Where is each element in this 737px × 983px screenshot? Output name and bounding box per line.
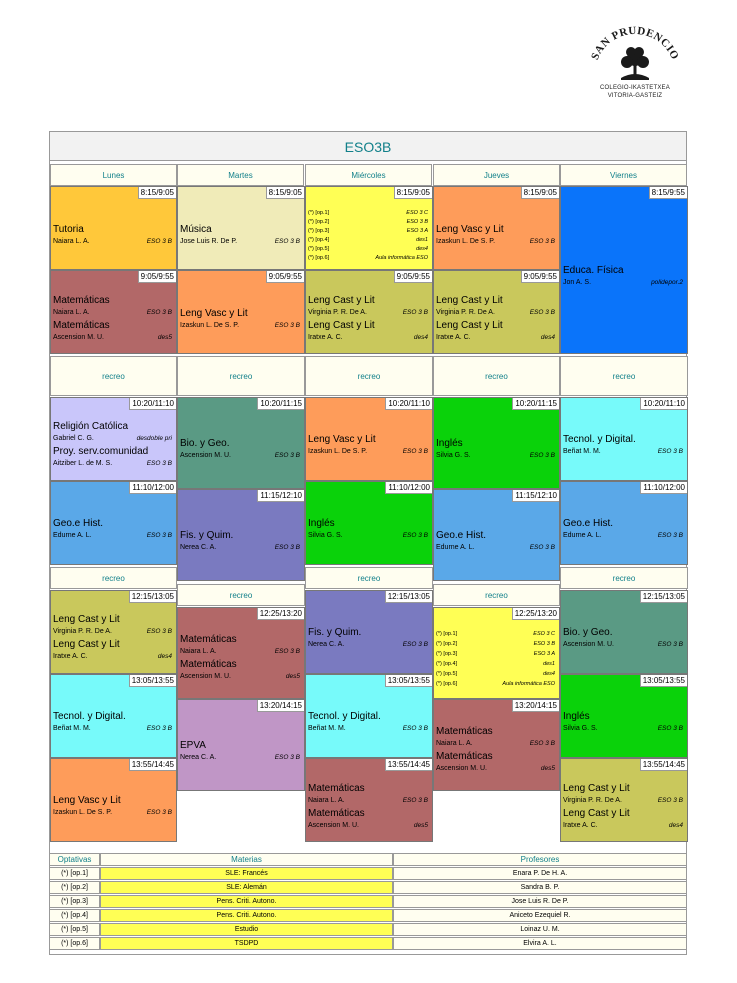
- slot-time: 9:05/9:55: [266, 271, 304, 283]
- slot-time: 8:15/9:05: [521, 187, 559, 199]
- table-row: [49, 937, 687, 950]
- table-row: [49, 867, 687, 880]
- option-group: Aula informática ESO: [375, 255, 428, 261]
- lunes-slot-2[interactable]: [50, 270, 177, 354]
- group-name: des5: [413, 822, 428, 829]
- subject-name: Matemáticas: [308, 783, 365, 794]
- subject-name: Geo.e Hist.: [563, 518, 614, 529]
- slot-time: 13:55/14:45: [640, 759, 687, 771]
- profesor-name: Elvira A. L.: [393, 937, 687, 950]
- subject-name: Matemáticas: [53, 320, 110, 331]
- subject-name: Música: [180, 224, 212, 235]
- viernes-slot-1[interactable]: [560, 186, 688, 354]
- miercoles-slot-2[interactable]: [305, 270, 433, 354]
- slot-time: 10:20/11:10: [640, 398, 687, 410]
- option-group: des4: [416, 246, 428, 252]
- group-name: ESO 3 B: [402, 641, 428, 648]
- group-name: ESO 3 B: [402, 309, 428, 316]
- slot-time: 9:05/9:55: [138, 271, 176, 283]
- teacher-name: Edurne A. L.: [563, 532, 602, 539]
- recreo-miercoles-1: recreo: [305, 356, 433, 396]
- col-header-optativas: Optativas: [49, 853, 100, 866]
- subject-name: Matemáticas: [436, 726, 493, 737]
- subject-name: EPVA: [180, 740, 206, 751]
- lunes-slot-5[interactable]: [50, 590, 177, 674]
- table-row: [49, 909, 687, 922]
- profesor-name: Loinaz U. M.: [393, 923, 687, 936]
- option-label: (*) [op.2]: [308, 219, 330, 225]
- subject-name: Fis. y Quim.: [308, 627, 362, 638]
- teacher-name: Silvia G. S.: [436, 452, 471, 459]
- slot-time: 9:05/9:55: [521, 271, 559, 283]
- group-name: ESO 3 B: [402, 448, 428, 455]
- group-name: ESO 3 B: [274, 238, 300, 245]
- logo-line-2: VITORIA-GASTEIZ: [607, 93, 663, 99]
- subject-name: Bio. y Geo.: [180, 438, 230, 449]
- option-code: (*) [op.3]: [49, 895, 100, 908]
- teacher-name: Beñat M. M.: [563, 448, 601, 455]
- recreo-jueves-2: recreo: [433, 584, 560, 606]
- option-label: (*) [op.3]: [308, 228, 330, 234]
- teacher-name: Izaskun L. De S. P.: [436, 238, 496, 245]
- timetable-title: ESO3B: [49, 131, 687, 161]
- subject-name: Tecnol. y Digital.: [563, 434, 636, 445]
- recreo-jueves-1: recreo: [433, 356, 560, 396]
- teacher-name: Nerea C. A.: [180, 754, 217, 761]
- teacher-name: Beñat M. M.: [53, 725, 91, 732]
- teacher-name: Iratxe A. C.: [53, 653, 88, 660]
- subject-name: Educa. Física: [563, 265, 624, 276]
- day-header-martes: Martes: [177, 164, 304, 186]
- teacher-name: Iratxe A. C.: [563, 822, 598, 829]
- teacher-name: Beñat M. M.: [308, 725, 346, 732]
- slot-time: 11:15/12:10: [512, 490, 559, 502]
- subject-name: Tecnol. y Digital.: [53, 711, 126, 722]
- materia-name: Pens. Criti. Autono.: [100, 909, 393, 922]
- slot-time: 13:55/14:45: [129, 759, 176, 771]
- subject-name: Leng Cast y Lit: [308, 295, 375, 306]
- slot-time: 8:15/9:05: [266, 187, 304, 199]
- materia-name: Estudio: [100, 923, 393, 936]
- slot-time: 10:20/11:10: [129, 398, 176, 410]
- slot-time: 11:15/12:10: [257, 490, 304, 502]
- group-name: ESO 3 B: [274, 544, 300, 551]
- option-label: (*) [op.4]: [436, 661, 458, 667]
- teacher-name: Izaskun L. De S. P.: [180, 322, 240, 329]
- jueves-slot-6[interactable]: [433, 699, 560, 791]
- martes-slot-6[interactable]: [177, 699, 305, 791]
- recreo-lunes-1: recreo: [50, 356, 177, 396]
- group-name: ESO 3 B: [529, 238, 555, 245]
- recreo-martes-2: recreo: [177, 584, 305, 606]
- subject-name: Inglés: [436, 438, 463, 449]
- col-header-materias: Materias: [100, 853, 393, 866]
- teacher-name: Virginia P. R. De A.: [563, 797, 622, 804]
- option-group: des1: [416, 237, 428, 243]
- miercoles-slot-5[interactable]: [305, 590, 433, 674]
- group-name: ESO 3 B: [146, 238, 172, 245]
- school-logo: [585, 22, 685, 112]
- group-name: ESO 3 B: [402, 725, 428, 732]
- group-name: ESO 3 B: [402, 532, 428, 539]
- teacher-name: Ascension M. U.: [563, 641, 614, 648]
- group-name: ESO 3 B: [146, 725, 172, 732]
- option-group: ESO 3 A: [406, 228, 428, 234]
- subject-name: Leng Cast y Lit: [436, 295, 503, 306]
- slot-time: 13:05/13:55: [129, 675, 176, 687]
- group-name: ESO 3 B: [657, 797, 683, 804]
- option-label: (*) [op.5]: [308, 246, 330, 252]
- table-row: [49, 895, 687, 908]
- teacher-name: Naiara L. A.: [180, 648, 217, 655]
- subject-name: Proy. serv.comunidad: [53, 446, 149, 457]
- option-group: des1: [543, 661, 555, 667]
- materia-name: SLE: Francés: [100, 867, 393, 880]
- group-name: des4: [413, 334, 428, 341]
- option-code: (*) [op.2]: [49, 881, 100, 894]
- miercoles-slot-6[interactable]: [305, 674, 433, 758]
- group-name: ESO 3 B: [146, 628, 172, 635]
- group-name: ESO 3 B: [146, 532, 172, 539]
- subject-name: Matemáticas: [180, 634, 237, 645]
- slot-time: 13:20/14:15: [512, 700, 559, 712]
- teacher-name: Izaskun L. De S. P.: [53, 809, 113, 816]
- materia-name: TSDPD: [100, 937, 393, 950]
- teacher-name: Silvia G. S.: [308, 532, 343, 539]
- slot-time: 13:20/14:15: [257, 700, 304, 712]
- teacher-name: Virginia P. R. De A.: [436, 309, 495, 316]
- group-name: des4: [157, 653, 172, 660]
- lunes-slot-6[interactable]: [50, 674, 177, 758]
- subject-name: Matemáticas: [53, 295, 110, 306]
- subject-name: Fis. y Quim.: [180, 530, 234, 541]
- subject-name: Leng Cast y Lit: [53, 639, 120, 650]
- teacher-name: Iratxe A. C.: [436, 334, 471, 341]
- group-name: ESO 3 B: [529, 309, 555, 316]
- subject-name: Geo.e Hist.: [436, 530, 487, 541]
- group-name: ESO 3 B: [657, 641, 683, 648]
- teacher-name: Naiara L. A.: [436, 740, 473, 747]
- option-group: ESO 3 B: [406, 219, 428, 225]
- slot-time: 11:10/12:00: [640, 482, 687, 494]
- slot-time: 12:15/13:05: [129, 591, 176, 603]
- profesor-name: Sandra B. P.: [393, 881, 687, 894]
- logo-line-1: COLEGIO-IKASTETXEA: [600, 85, 670, 91]
- group-name: ESO 3 B: [657, 725, 683, 732]
- group-name: ESO 3 B: [274, 754, 300, 761]
- lunes-slot-3[interactable]: [50, 397, 177, 481]
- teacher-name: Virginia P. R. De A.: [53, 628, 112, 635]
- recreo-martes-1: recreo: [177, 356, 305, 396]
- miercoles-slot-3[interactable]: [305, 397, 433, 481]
- subject-name: Leng Cast y Lit: [436, 320, 503, 331]
- viernes-slot-4[interactable]: [560, 481, 688, 565]
- slot-time: 13:05/13:55: [385, 675, 432, 687]
- materia-name: Pens. Criti. Autono.: [100, 895, 393, 908]
- teacher-name: Ascension M. U.: [53, 334, 104, 341]
- recreo-viernes-2: recreo: [560, 567, 688, 589]
- jueves-slot-4[interactable]: [433, 489, 560, 581]
- teacher-name: Edurne A. L.: [436, 544, 475, 551]
- option-code: (*) [op.5]: [49, 923, 100, 936]
- group-name: ESO 3 B: [274, 648, 300, 655]
- group-name: ESO 3 B: [146, 309, 172, 316]
- subject-name: Religión Católica: [53, 421, 129, 432]
- option-code: (*) [op.6]: [49, 937, 100, 950]
- option-label: (*) [op.6]: [436, 681, 458, 687]
- subject-name: Matemáticas: [436, 751, 493, 762]
- group-name: des4: [668, 822, 683, 829]
- teacher-name: Naiara L. A.: [308, 797, 345, 804]
- group-name: polidepor.2: [651, 279, 683, 286]
- group-name: ESO 3 B: [274, 452, 300, 459]
- subject-name: Bio. y Geo.: [563, 627, 613, 638]
- viernes-slot-7[interactable]: [560, 758, 688, 842]
- slot-time: 12:25/13:20: [257, 608, 304, 620]
- viernes-slot-6[interactable]: [560, 674, 688, 758]
- group-name: desdoble pri: [136, 435, 172, 442]
- slot-time: 10:20/11:10: [385, 398, 432, 410]
- option-group: ESO 3 A: [533, 651, 555, 657]
- jueves-slot-1[interactable]: [433, 186, 560, 270]
- day-header-miercoles: Miércoles: [305, 164, 432, 186]
- teacher-name: Silvia G. S.: [563, 725, 598, 732]
- group-name: des5: [157, 334, 172, 341]
- group-name: des5: [285, 673, 300, 680]
- martes-slot-1[interactable]: [177, 186, 305, 270]
- optativas-header-row: [49, 853, 687, 866]
- materia-name: SLE: Alemán: [100, 881, 393, 894]
- teacher-name: Naiara L. A.: [53, 309, 90, 316]
- lunes-slot-4[interactable]: [50, 481, 177, 565]
- option-label: (*) [op.3]: [436, 651, 458, 657]
- subject-name: Leng Cast y Lit: [53, 614, 120, 625]
- slot-time: 12:25/13:20: [512, 608, 559, 620]
- miercoles-slot-7[interactable]: [305, 758, 433, 842]
- recreo-lunes-2: recreo: [50, 567, 177, 589]
- slot-time: 10:20/11:15: [257, 398, 304, 410]
- subject-name: Tecnol. y Digital.: [308, 711, 381, 722]
- slot-time: 12:15/13:05: [640, 591, 687, 603]
- teacher-name: Ascension M. U.: [308, 822, 359, 829]
- jueves-slot-3[interactable]: [433, 397, 560, 489]
- martes-slot-3[interactable]: [177, 397, 305, 489]
- slot-time: 12:15/13:05: [385, 591, 432, 603]
- jueves-slot-2[interactable]: [433, 270, 560, 354]
- option-label: (*) [op.6]: [308, 255, 330, 261]
- subject-name: Leng Cast y Lit: [563, 783, 630, 794]
- teacher-name: Ascension M. U.: [436, 765, 487, 772]
- slot-time: 8:15/9:05: [394, 187, 432, 199]
- subject-name: Leng Vasc y Lit: [308, 434, 376, 445]
- jueves-slot-5[interactable]: [433, 607, 560, 699]
- subject-name: Matemáticas: [308, 808, 365, 819]
- table-row: [49, 923, 687, 936]
- group-name: ESO 3 B: [146, 809, 172, 816]
- teacher-name: Virginia P. R. De A.: [308, 309, 367, 316]
- option-code: (*) [op.4]: [49, 909, 100, 922]
- teacher-name: Jon A. S.: [563, 279, 592, 286]
- viernes-slot-3[interactable]: [560, 397, 688, 481]
- group-name: ESO 3 B: [402, 797, 428, 804]
- subject-name: Leng Cast y Lit: [308, 320, 375, 331]
- group-name: ESO 3 B: [274, 322, 300, 329]
- option-group: ESO 3 C: [406, 210, 428, 216]
- profesor-name: Aniceto Ezequiel R.: [393, 909, 687, 922]
- svg-text:SAN PRUDENCIO: SAN PRUDENCIO: [589, 24, 681, 62]
- recreo-viernes-1: recreo: [560, 356, 688, 396]
- option-group: ESO 3 C: [533, 631, 555, 637]
- option-group: ESO 3 B: [533, 641, 555, 647]
- col-header-profesores: Profesores: [393, 853, 687, 866]
- subject-name: Inglés: [308, 518, 335, 529]
- teacher-name: Izaskun L. De S. P.: [308, 448, 368, 455]
- subject-name: Leng Vasc y Lit: [436, 224, 504, 235]
- teacher-name: Ascension M. U.: [180, 452, 231, 459]
- group-name: ESO 3 B: [529, 452, 555, 459]
- subject-name: Tutoria: [53, 224, 84, 235]
- group-name: ESO 3 B: [657, 532, 683, 539]
- slot-time: 8:15/9:05: [138, 187, 176, 199]
- group-name: des5: [540, 765, 555, 772]
- martes-slot-4[interactable]: [177, 489, 305, 581]
- subject-name: Leng Vasc y Lit: [53, 795, 121, 806]
- subject-name: Leng Vasc y Lit: [180, 308, 248, 319]
- lunes-slot-1[interactable]: [50, 186, 177, 270]
- table-row: [49, 881, 687, 894]
- subject-name: Leng Cast y Lit: [563, 808, 630, 819]
- teacher-name: Nerea C. A.: [308, 641, 345, 648]
- teacher-name: Gabriel C. G.: [53, 435, 94, 442]
- group-name: ESO 3 B: [529, 740, 555, 747]
- martes-slot-2[interactable]: [177, 270, 305, 354]
- option-label: (*) [op.1]: [308, 210, 330, 216]
- slot-time: 8:15/9:55: [649, 187, 687, 199]
- slot-time: 10:20/11:15: [512, 398, 559, 410]
- viernes-slot-5[interactable]: [560, 590, 688, 674]
- slot-time: 11:10/12:00: [385, 482, 432, 494]
- profesor-name: Jose Luis R. De P.: [393, 895, 687, 908]
- recreo-miercoles-2: recreo: [305, 567, 433, 589]
- subject-name: Matemáticas: [180, 659, 237, 670]
- teacher-name: Naiara L. A.: [53, 238, 90, 245]
- slot-time: 11:10/12:00: [129, 482, 176, 494]
- day-header-viernes: Viernes: [560, 164, 687, 186]
- group-name: ESO 3 B: [657, 448, 683, 455]
- slot-time: 9:05/9:55: [394, 271, 432, 283]
- group-name: ESO 3 B: [529, 544, 555, 551]
- teacher-name: Aitziber L. de M. S.: [53, 460, 113, 467]
- day-header-lunes: Lunes: [50, 164, 177, 186]
- subject-name: Geo.e Hist.: [53, 518, 104, 529]
- option-label: (*) [op.2]: [436, 641, 458, 647]
- option-label: (*) [op.5]: [436, 671, 458, 677]
- teacher-name: Iratxe A. C.: [308, 334, 343, 341]
- teacher-name: Edurne A. L.: [53, 532, 92, 539]
- martes-slot-5[interactable]: [177, 607, 305, 699]
- miercoles-slot-1[interactable]: [305, 186, 433, 270]
- teacher-name: Nerea C. A.: [180, 544, 217, 551]
- option-code: (*) [op.1]: [49, 867, 100, 880]
- group-name: ESO 3 B: [146, 460, 172, 467]
- profesor-name: Enara P. De H. A.: [393, 867, 687, 880]
- day-header-jueves: Jueves: [433, 164, 560, 186]
- miercoles-slot-4[interactable]: [305, 481, 433, 565]
- option-group: des4: [543, 671, 555, 677]
- teacher-name: Ascension M. U.: [180, 673, 231, 680]
- slot-time: 13:05/13:55: [640, 675, 687, 687]
- group-name: des4: [540, 334, 555, 341]
- option-group: Aula informática ESO: [502, 681, 555, 687]
- subject-name: Inglés: [563, 711, 590, 722]
- lunes-slot-7[interactable]: [50, 758, 177, 842]
- option-label: (*) [op.1]: [436, 631, 458, 637]
- option-label: (*) [op.4]: [308, 237, 330, 243]
- tree-logo-icon: [585, 22, 685, 92]
- slot-time: 13:55/14:45: [385, 759, 432, 771]
- teacher-name: Jose Luis R. De P.: [180, 238, 238, 245]
